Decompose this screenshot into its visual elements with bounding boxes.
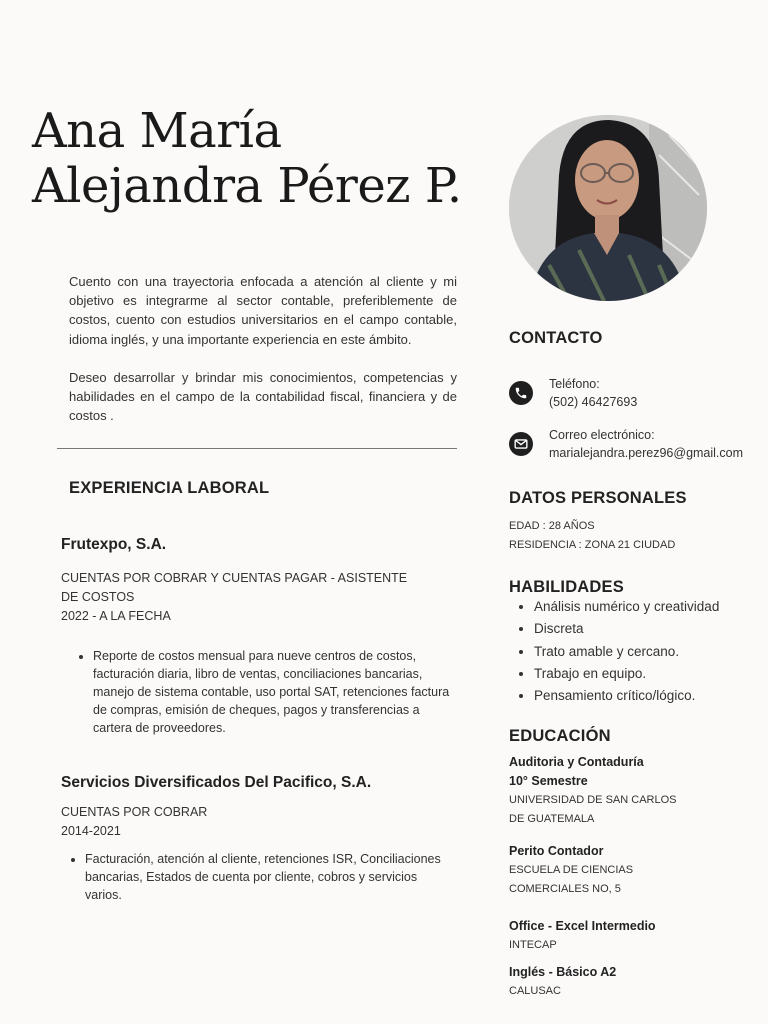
job-2-role-line-1: CUENTAS POR COBRAR [61, 805, 208, 819]
skills-list [509, 596, 768, 707]
job-1-bullets [69, 647, 457, 737]
experience-title: EXPERIENCIA LABORAL [69, 479, 270, 497]
education-entry-1 [509, 753, 676, 829]
education-entry-3 [509, 917, 656, 955]
list-item: • Facturación, atención al cliente, retenciones ISR, Conciliaciones bancarias, Estados de cuenta por cliente, cobros y servicios varios. [85, 850, 445, 904]
section-divider [57, 448, 457, 449]
education-degree: Perito Contador [509, 844, 604, 858]
email-value[interactable]: marialejandra.perez96@gmail.com [549, 446, 744, 460]
education-institution-line-1: UNIVERSIDAD DE SAN CARLOS [509, 794, 677, 806]
name-line-2: Alejandra Pérez P. [32, 158, 462, 214]
job-2-company: Servicios Diversificados Del Pacifico, S.A. [61, 774, 372, 791]
residence: RESIDENCIA : ZONA 21 CIUDAD [509, 539, 676, 551]
profile-photo-illustration [509, 115, 707, 301]
mail-icon [509, 432, 533, 456]
education-institution-line-1: INTECAP [509, 939, 557, 951]
summary-paragraph-1: Cuento con una trayectoria enfocada a atención al cliente y mi objetivo es integrarme al sector contable, preferiblemente de costos, cuento con estudios universitarios en el campo contable, idioma inglés, y una importante experiencia en este ámbito. [69, 274, 457, 347]
skills-title: HABILIDADES [509, 578, 624, 596]
job-1-details [61, 569, 461, 626]
education-level: 10° Semestre [509, 774, 588, 788]
summary-paragraph-2: Deseo desarrollar y brindar mis conocimientos, competencias y habilidades en el campo de la contabilidad fiscal, financiera y de costos . [69, 369, 457, 424]
education-degree: Office - Excel Intermedio [509, 919, 656, 933]
job-1-period: 2022 - A LA FECHA [61, 609, 171, 623]
contact-title: CONTACTO [509, 329, 603, 347]
education-institution-line-1: ESCUELA DE CIENCIAS [509, 864, 634, 876]
list-item: • Trabajo en equipo. [534, 663, 768, 685]
education-degree: Inglés - Básico A2 [509, 965, 617, 979]
phone-icon [509, 381, 533, 405]
name-line-1: Ana María [32, 103, 282, 159]
education-institution-line-1: CALUSAC [509, 985, 561, 997]
phone-value[interactable]: (502) 46427693 [549, 395, 638, 409]
job-1-company: Frutexpo, S.A. [61, 536, 167, 553]
list-item: • Trato amable y cercano. [534, 641, 768, 663]
education-institution-line-2: DE GUATEMALA [509, 813, 595, 825]
job-2-period: 2014-2021 [61, 824, 121, 838]
job-2-bullets [61, 850, 445, 904]
list-item: • Reporte de costos mensual para nueve centros de costos, facturación diaria, libro de ventas, conciliaciones bancarias, manejo de sistema contable, uso portal SAT, retenciones factura de compras, emisión de cheques, pagos y transferencias a cartera de proveedores. [93, 647, 457, 737]
list-item: • Discreta [534, 618, 768, 640]
email-label: Correo electrónico: [549, 428, 655, 442]
list-item: • Pensamiento crítico/lógico. [534, 685, 768, 707]
education-entry-2 [509, 842, 633, 899]
job-1-role-line-1: CUENTAS POR COBRAR Y CUENTAS PAGAR - ASISTENTE [61, 571, 408, 585]
list-item: • Análisis numérico y creatividad [534, 596, 768, 618]
phone-block [549, 375, 637, 411]
phone-label: Teléfono: [549, 377, 600, 391]
candidate-name [32, 104, 462, 214]
email-block [549, 426, 743, 462]
profile-photo [509, 115, 707, 301]
age: EDAD : 28 AÑOS [509, 520, 595, 532]
profile-summary [69, 272, 457, 444]
personal-data [509, 517, 675, 555]
job-2-details [61, 803, 461, 841]
education-institution-line-2: COMERCIALES NO, 5 [509, 883, 621, 895]
job-1-role-line-2: DE COSTOS [61, 590, 135, 604]
personal-data-title: DATOS PERSONALES [509, 489, 687, 507]
education-entry-4 [509, 963, 616, 1001]
education-degree: Auditoria y Contaduría [509, 755, 644, 769]
education-title: EDUCACIÓN [509, 727, 611, 745]
